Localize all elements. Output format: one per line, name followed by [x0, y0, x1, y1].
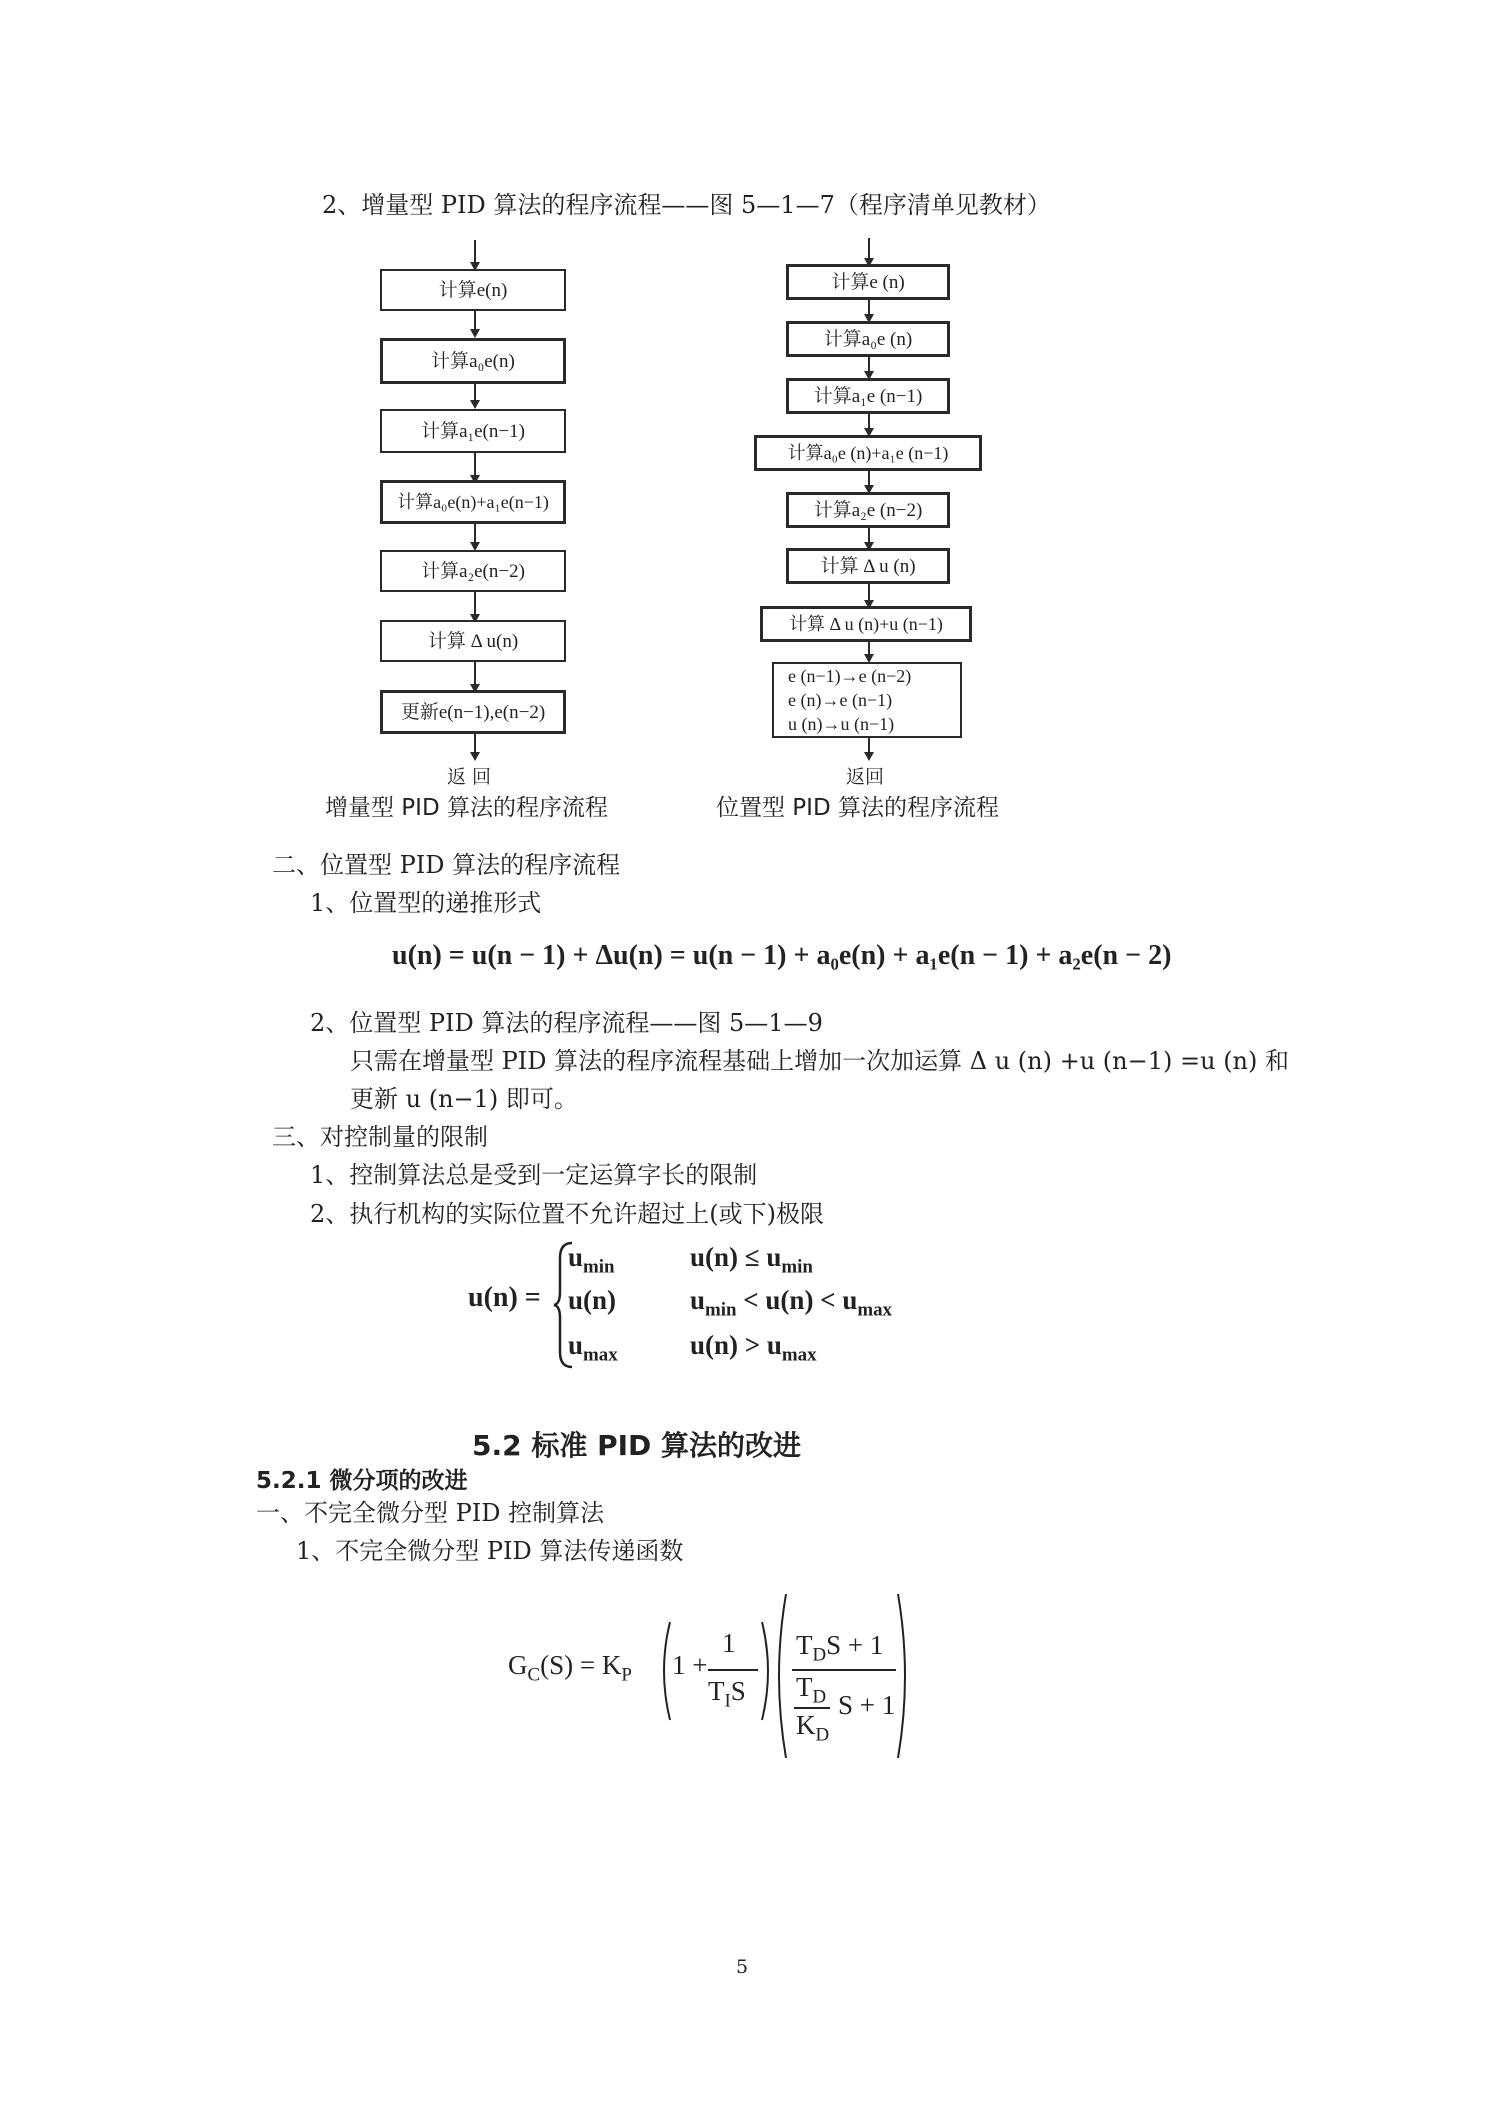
flow-step: 计算a₀e(n)+a₁e(n−1): [380, 480, 566, 524]
flow-end: 返回: [846, 766, 885, 788]
flowchart-caption: 位置型 PID 算法的程序流程: [716, 795, 999, 821]
equation-position: u(n) = u(n − 1) + Δu(n) = u(n − 1) + a₀e(n) + a₁e(n − 1) + a₂e(n − 2): [392, 940, 1172, 971]
inner-fraction-numerator: $T_D$: [796, 1672, 827, 1708]
flow-end: 返 回: [447, 766, 492, 788]
flow-step: 计算a₂e (n−2): [786, 492, 950, 528]
case-condition: $u_{min} < u(n) < u_{max}$: [690, 1285, 892, 1321]
heading-positional: 二、位置型 PID 算法的程序流程: [272, 851, 621, 879]
inner-fraction-denominator: $K_D$: [796, 1710, 830, 1746]
fraction-numerator: $T_DS + 1$: [796, 1630, 884, 1666]
list-item: 1、不完全微分型 PID 算法传递函数: [296, 1537, 684, 1565]
flow-step: 更新e(n−1),e(n−2): [380, 690, 566, 734]
flow-step: 计算e(n): [380, 269, 566, 311]
flow-update-box: [772, 662, 962, 738]
section-title: 5.2 标准 PID 算法的改进: [472, 1429, 802, 1462]
case-condition: $u(n) \le u_{min}$: [690, 1242, 813, 1278]
flow-step: 计算 Δ u(n): [380, 620, 566, 662]
flow-update-line: e (n−1)→e (n−2): [788, 666, 912, 686]
heading-incomplete-derivative: 一、不完全微分型 PID 控制算法: [256, 1499, 605, 1527]
flow-step: 计算a₁e (n−1): [786, 378, 950, 414]
equation-lhs: u(n) =: [468, 1282, 541, 1313]
flow-step: 计算a₀e (n): [786, 321, 950, 357]
subsection-title: 5.2.1 微分项的改进: [256, 1468, 468, 1494]
flow-step: 计算 Δ u (n)+u (n−1): [760, 606, 972, 642]
equation-lhs: $G_C(S) = K_P$: [508, 1650, 632, 1686]
flow-step: 计算a₀e(n): [380, 338, 566, 384]
fraction-denominator: $T_IS$: [708, 1676, 746, 1712]
paragraph-line: 只需在增量型 PID 算法的程序流程基础上增加一次加运算 Δ u (n) +u (n−1) =u (n) 和: [350, 1047, 1290, 1075]
paren-left: [770, 1592, 788, 1760]
heading-limit: 三、对控制量的限制: [272, 1123, 488, 1151]
paragraph-line: 更新 u (n−1) 即可。: [350, 1085, 578, 1113]
one-plus: 1 +: [672, 1650, 708, 1680]
list-item: 1、控制算法总是受到一定运算字长的限制: [310, 1161, 758, 1189]
denominator-tail: S + 1: [838, 1690, 896, 1720]
item-positional-flow: 2、位置型 PID 算法的程序流程——图 5—1—9: [310, 1009, 823, 1037]
case-value: $u_{max}$: [568, 1330, 618, 1366]
flow-step: 计算a₀e (n)+a₁e (n−1): [754, 435, 982, 471]
flowchart-caption: 增量型 PID 算法的程序流程: [325, 795, 608, 821]
flow-update-line: u (n)→u (n−1): [788, 714, 895, 734]
fraction-numerator: 1: [722, 1628, 736, 1658]
flow-step: 计算a₁e(n−1): [380, 409, 566, 453]
case-value: u(n): [568, 1285, 617, 1315]
flow-step: 计算a₂e(n−2): [380, 550, 566, 592]
flow-step: 计算e (n): [786, 264, 950, 300]
page-number: 5: [736, 1956, 749, 1978]
flow-update-line: e (n)→e (n−1): [788, 690, 893, 710]
list-item: 2、执行机构的实际位置不允许超过上(或下)极限: [310, 1200, 824, 1228]
paren-right: [896, 1592, 914, 1760]
flowchart-intro: 2、增量型 PID 算法的程序流程——图 5—1—7（程序清单见教材）: [322, 191, 1051, 219]
case-condition: $u(n) > u_{max}$: [690, 1330, 817, 1366]
item-recursive-form: 1、位置型的递推形式: [310, 889, 542, 917]
case-value: $u_{min}$: [568, 1242, 615, 1278]
flow-step: 计算 Δ u (n): [786, 548, 950, 584]
paren-left: [656, 1620, 672, 1722]
